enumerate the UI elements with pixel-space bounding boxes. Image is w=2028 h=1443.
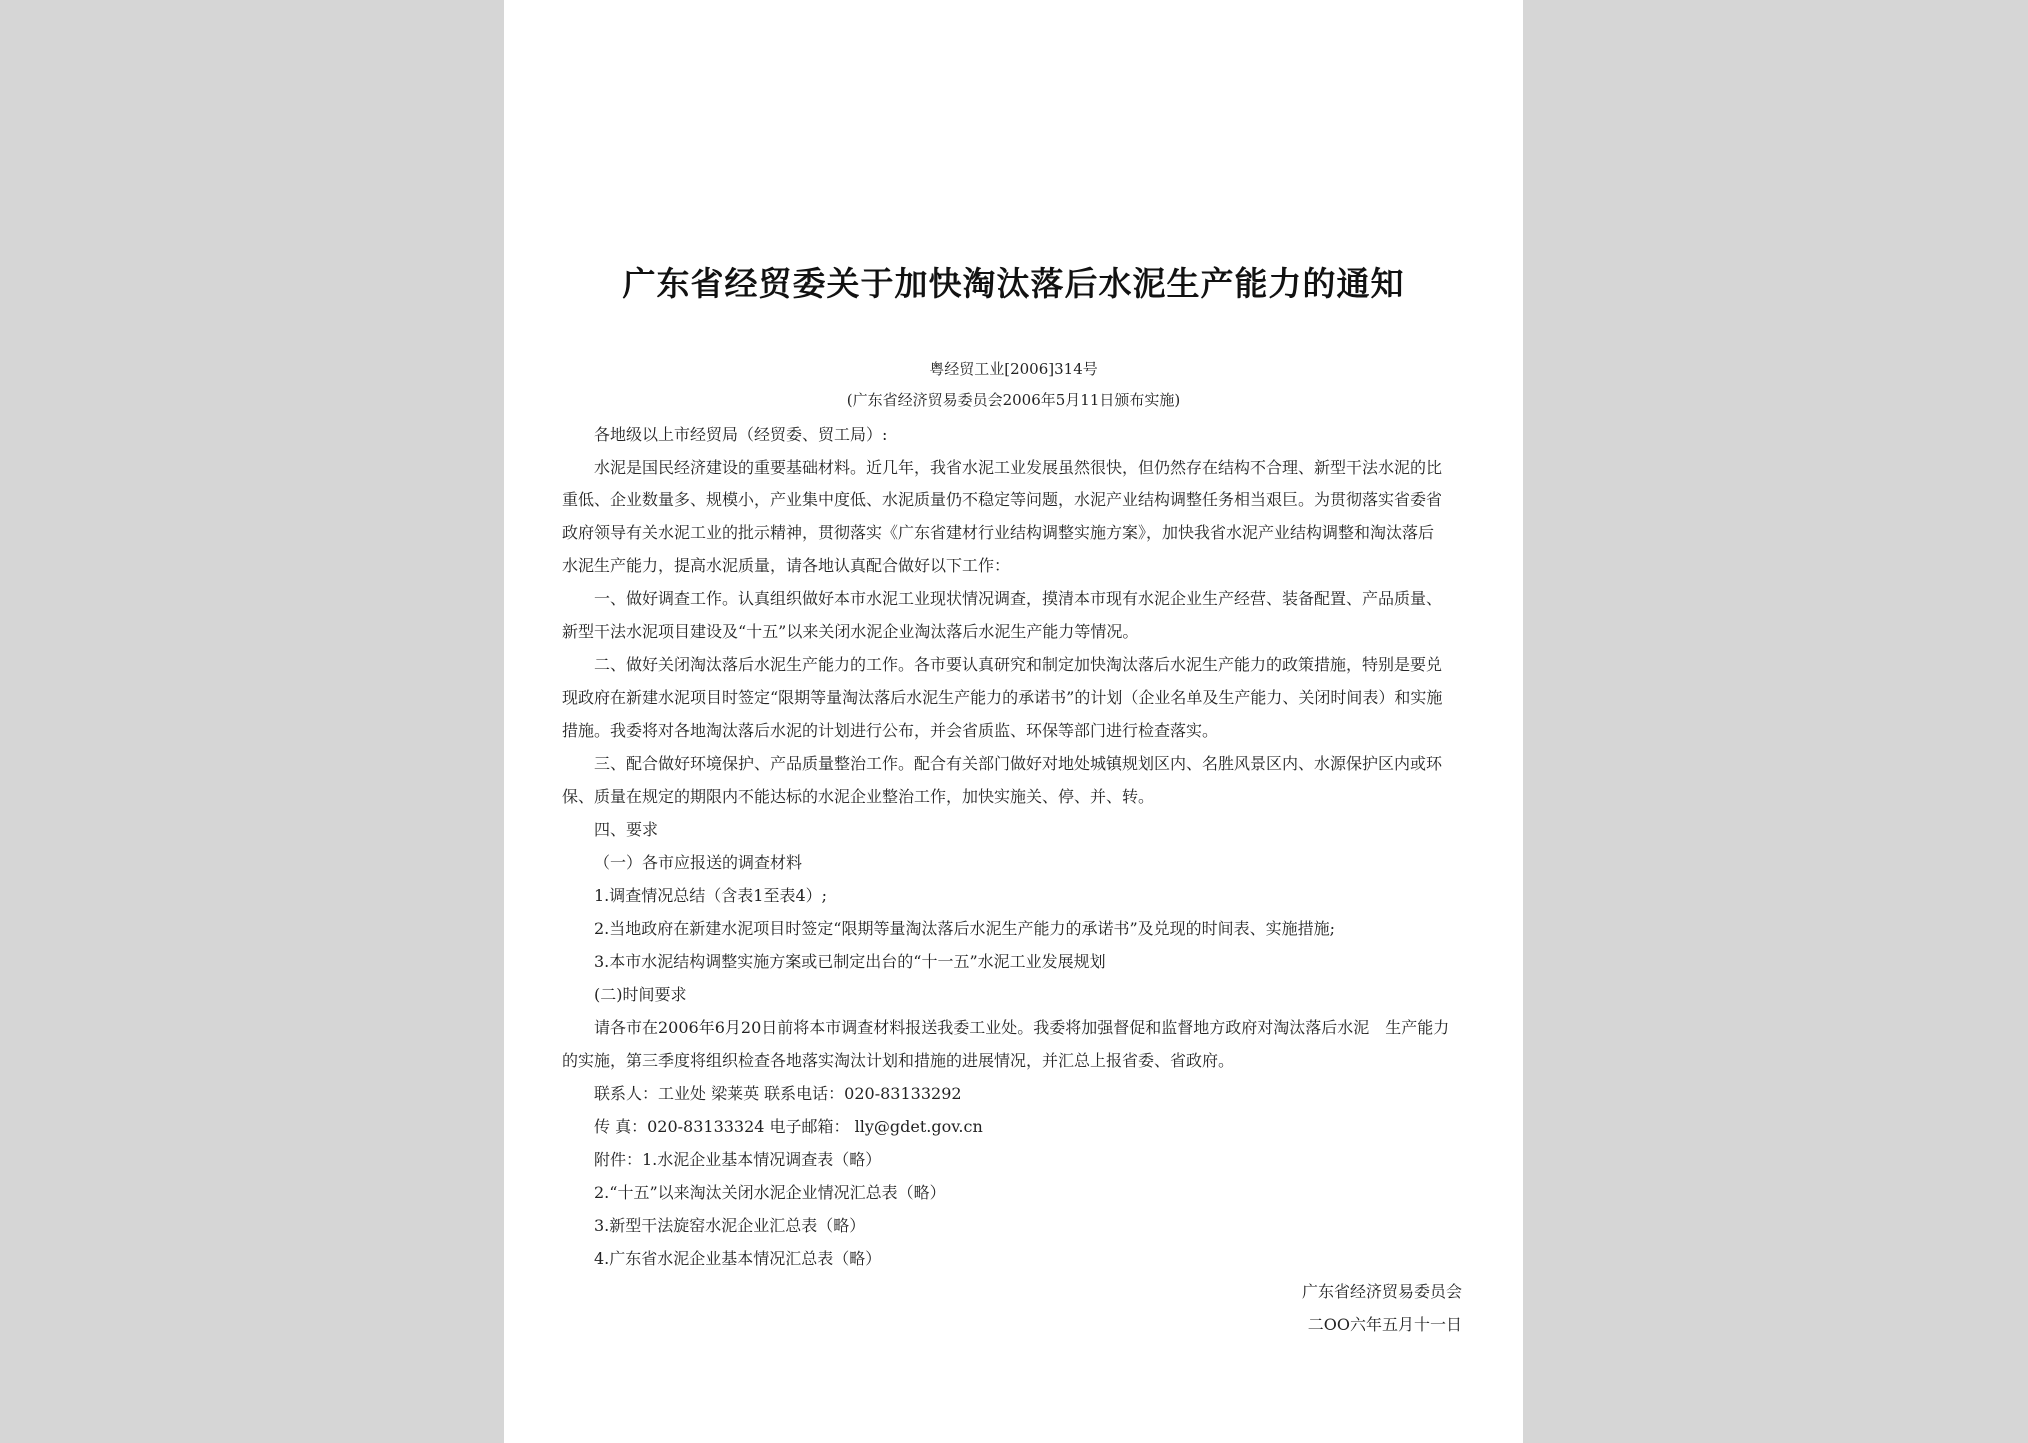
item2-line: 措施。我委将对各地淘汰落后水泥的计划进行公布，并会省质监、环保等部门进行检查落实。 — [562, 721, 1219, 740]
item1-line: 一、做好调查工作。认真组织做好本市水泥工业现状情况调查，摸清本市现有水泥企业生产经营、装备配置、产品质量、 — [594, 589, 1443, 608]
item4-heading: 四、要求 — [594, 820, 659, 839]
issue-note: (广东省经济贸易委员会2006年5月11日颁布实施) — [846, 391, 1181, 409]
fax-line: 传 真：020-83133324 电子邮箱： lly@gdet.gov.cn — [594, 1117, 983, 1136]
sub1-item: 3.本市水泥结构调整实施方案或已制定出台的“十一五”水泥工业发展规划 — [594, 952, 1106, 971]
sub2-line: 的实施，第三季度将组织检查各地落实淘汰计划和措施的进展情况，并汇总上报省委、省政府。 — [562, 1051, 1235, 1070]
item3-line: 保、质量在规定的期限内不能达标的水泥企业整治工作，加快实施关、停、并、转。 — [562, 787, 1155, 806]
sub1-item: 1.调查情况总结（含表1至表4）; — [594, 886, 828, 905]
sub1-item: 2.当地政府在新建水泥项目时签定“限期等量淘汰落后水泥生产能力的承诺书”及兑现的时间表、实施措施; — [594, 919, 1336, 938]
attachment-item: 4.广东省水泥企业基本情况汇总表（略） — [594, 1249, 882, 1268]
item1-line: 新型干法水泥项目建设及“十五”以来关闭水泥企业淘汰落后水泥生产能力等情况。 — [562, 622, 1139, 641]
attachment-item: 2.“十五”以来淘汰关闭水泥企业情况汇总表（略） — [594, 1183, 946, 1202]
attachment-item: 3.新型干法旋窑水泥企业汇总表（略） — [594, 1216, 866, 1235]
paragraph-line: 重低、企业数量多、规模小，产业集中度低、水泥质量仍不稳定等问题，水泥产业结构调整任务相当艰巨。为贯彻落实省委省 — [562, 490, 1443, 509]
paragraph-line: 政府领导有关水泥工业的批示精神，贯彻落实《广东省建材行业结构调整实施方案》，加快我省水泥产业结构调整和淘汰落后 — [562, 523, 1435, 542]
paragraph-line: 水泥生产能力，提高水泥质量，请各地认真配合做好以下工作： — [562, 556, 1011, 575]
item2-line: 现政府在新建水泥项目时签定“限期等量淘汰落后水泥生产能力的承诺书”的计划（企业名单及生产能力、关闭时间表）和实施 — [562, 688, 1443, 707]
document-title: 广东省经贸委关于加快淘汰落后水泥生产能力的通知 — [622, 264, 1405, 303]
signature-date: 二OO六年五月十一日 — [1307, 1315, 1462, 1334]
addressee: 各地级以上市经贸局（经贸委、贸工局）: — [594, 425, 888, 444]
attachment-item: 附件：1.水泥企业基本情况调查表（略） — [594, 1150, 882, 1169]
document-number: 粤经贸工业[2006]314号 — [929, 360, 1098, 378]
document-page — [504, 0, 1523, 1443]
signature-organization: 广东省经济贸易委员会 — [1301, 1282, 1462, 1301]
item2-line: 二、做好关闭淘汰落后水泥生产能力的工作。各市要认真研究和制定加快淘汰落后水泥生产能力的政策措施，特别是要兑 — [594, 655, 1443, 674]
sub2-line: 请各市在2006年6月20日前将本市调查材料报送我委工业处。我委将加强督促和监督地方政府对淘汰落后水泥 生产能力 — [594, 1018, 1450, 1037]
sub2-heading: (二)时间要求 — [594, 985, 687, 1004]
item3-line: 三、配合做好环境保护、产品质量整治工作。配合有关部门做好对地处城镇规划区内、名胜风景区内、水源保护区内或环 — [594, 754, 1443, 773]
paragraph-line: 水泥是国民经济建设的重要基础材料。近几年，我省水泥工业发展虽然很快，但仍然存在结构不合理、新型干法水泥的比 — [594, 458, 1443, 477]
sub1-heading: （一）各市应报送的调查材料 — [594, 853, 803, 872]
contact-line: 联系人：工业处 梁莱英 联系电话：020-83133292 — [594, 1084, 962, 1103]
